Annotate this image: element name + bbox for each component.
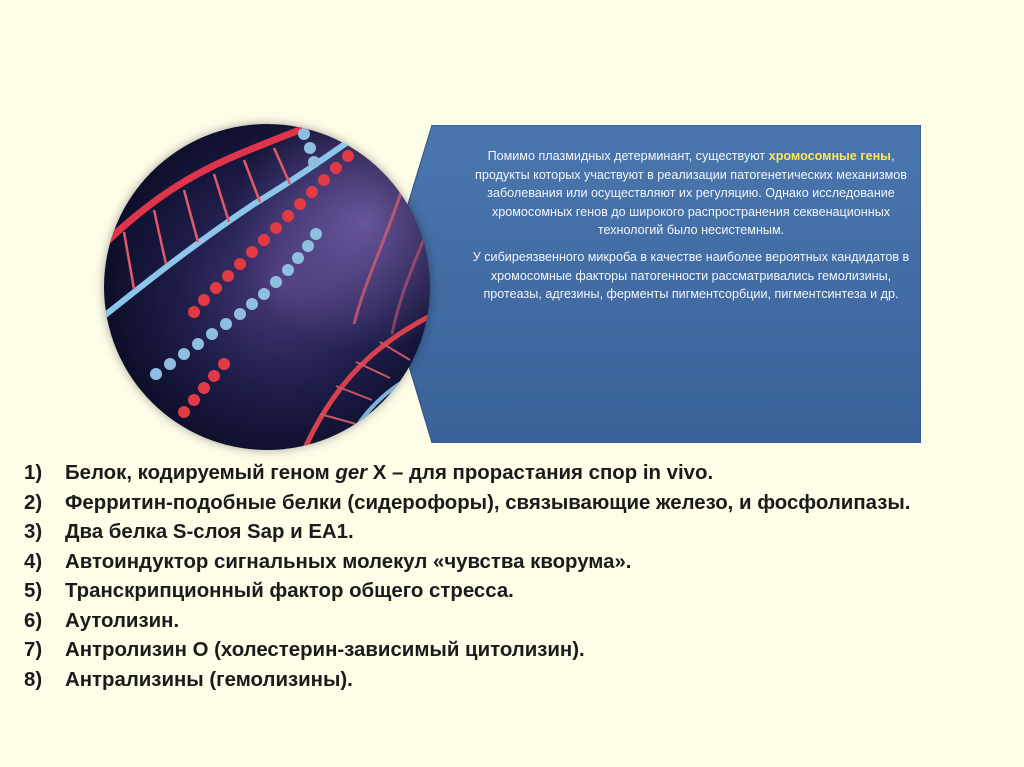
info-callout: [356, 125, 921, 443]
list-item: 3) Два белка S-слоя Sap и EA1.: [24, 521, 354, 543]
list-item: 6) Аутолизин.: [24, 609, 180, 632]
list-item: 8) Антрализины (гемолизины).: [24, 668, 353, 691]
gene-name: ger: [335, 462, 368, 484]
list-item: 2) Ферритин-подобные белки (сидерофоры), связывающие железо, и фосфолипазы.: [24, 491, 911, 514]
highlighted-term: хромосомные гены: [768, 149, 891, 163]
list-item: 7) Антролизин О (холестерин-зависимый цитолизин).: [24, 639, 585, 661]
list-item: 4) Автоиндуктор сигнальных молекул «чувства кворума».: [24, 550, 632, 573]
factors-list: [24, 459, 1000, 695]
dna-illustration: [104, 124, 430, 450]
list-item: 5) Транскрипционный фактор общего стресса.: [24, 580, 514, 602]
callout-paragraph-2: У сибиреязвенного микроба в качестве наиболее вероятных кандидатов в хромосомные факторы патогенности рассматривались гемолизины, протеазы, адгезины, ферменты пигментсорбции, пигментсинтеза и др.: [472, 249, 910, 302]
list-item: 1) Белок, кодируемый геном ger X – для прорастания спор in vivo.: [24, 462, 714, 484]
callout-paragraph-1: Помимо плазмидных детерминант, существуют хромосомные гены, продукты которых участвуют в реализации патогенетических механизмов заболевания или осуществляют их регуляцию. Однако исследование хромосомных генов до широкого распространения секвенационных технологий было несистемным.: [475, 149, 907, 238]
callout-text: [470, 147, 912, 304]
dna-helix-icon: [104, 124, 430, 450]
